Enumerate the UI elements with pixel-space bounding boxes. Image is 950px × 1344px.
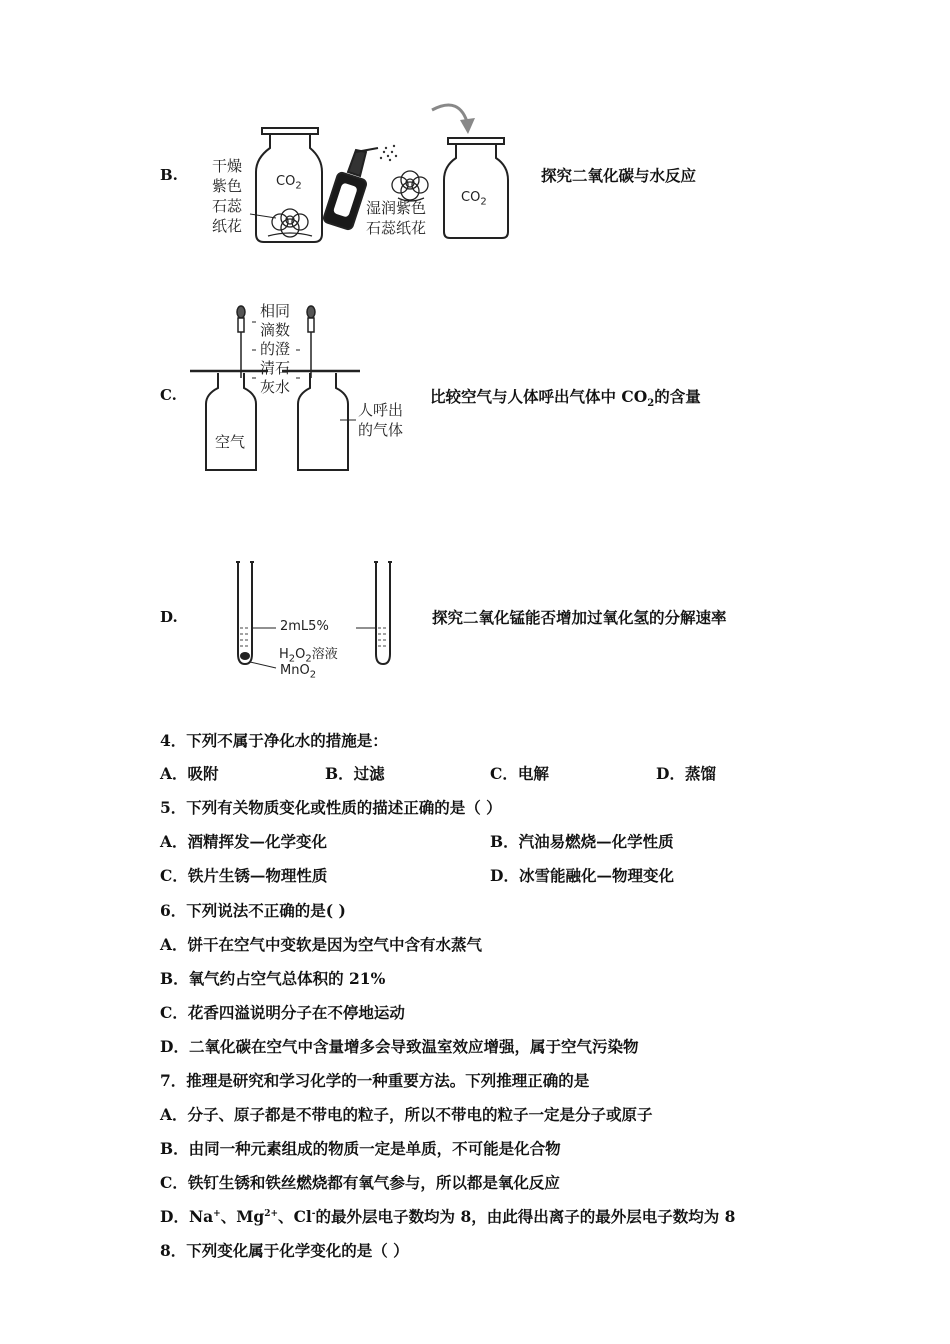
dry-flower-label-line: 紫色	[212, 177, 243, 195]
q7-option-b: B．由同一种元素组成的物质一定是单质，不可能是化合物	[160, 1139, 561, 1158]
dry-flower-label-line: 石蕊	[212, 197, 243, 215]
q6-option-d: D．二氧化碳在空气中含量增多会导致温室效应增强，属于空气污染物	[160, 1037, 639, 1056]
q4-option-b: B．过滤	[325, 764, 385, 783]
q7-option-a: A．分子、原子都是不带电的粒子，所以不带电的粒子一定是分子或原子	[160, 1105, 653, 1124]
q8-stem: 8．下列变化属于化学变化的是（ ）	[160, 1241, 409, 1260]
q6-stem: 6．下列说法不正确的是( )	[160, 901, 346, 920]
limewater-label-line: 的澄	[260, 340, 291, 358]
exhaled-gas-label-line: 人呼出	[358, 401, 404, 419]
dry-flower-label-line: 干燥	[212, 157, 243, 175]
q5-option-b: B．汽油易燃烧—化学性质	[490, 832, 674, 851]
option-d-letter: D.	[160, 608, 178, 626]
option-b-letter: B.	[160, 166, 178, 184]
mno2-label: MnO$_2$	[280, 663, 317, 681]
wet-flower-label-line: 石蕊纸花	[366, 219, 427, 237]
q4-option-d: D．蒸馏	[656, 764, 716, 783]
q6-option-a: A．饼干在空气中变软是因为空气中含有水蒸气	[160, 935, 483, 954]
q4-option-a: A．吸附	[160, 764, 219, 783]
q5-option-a: A．酒精挥发—化学变化	[160, 832, 328, 851]
q7-option-d: D．Na+、$Mg^{2+}$、Cl-的最外层电子数均为 8，由此得出离子的最外层电子数均为 8	[160, 1207, 736, 1226]
q7-stem: 7．推理是研究和学习化学的一种重要方法。下列推理正确的是	[160, 1071, 590, 1090]
q6-option-b: B．氧气约占空气总体积的 21%	[160, 969, 386, 988]
q4-stem: 4．下列不属于净化水的措施是：	[160, 731, 388, 750]
solution-volume-label: 2mL5%	[280, 619, 329, 634]
h2o2-solution-label: $H_2O_2$溶液	[279, 647, 338, 665]
option-b-description: 探究二氧化碳与水反应	[541, 166, 697, 185]
q6-option-c: C．花香四溢说明分子在不停地运动	[160, 1003, 405, 1022]
right-jar-co2-label: $CO_2$	[461, 190, 487, 208]
limewater-label-line: 灰水	[260, 378, 291, 396]
q5-option-d: D．冰雪能融化—物理变化	[490, 866, 674, 885]
q4-option-c: C．电解	[490, 764, 549, 783]
limewater-label-line: 清石	[260, 359, 291, 377]
left-jar-co2-label: $CO_2$	[276, 174, 302, 192]
dry-flower-label-line: 纸花	[212, 217, 243, 235]
option-c-letter: C.	[160, 386, 177, 404]
q5-stem: 5．下列有关物质变化或性质的描述正确的是（ ）	[160, 798, 502, 817]
air-bottle-label: 空气	[215, 433, 246, 451]
limewater-label-line: 相同	[260, 302, 291, 320]
option-c-description: 比较空气与人体呼出气体中 $CO_2$的含量	[430, 387, 701, 410]
limewater-label-line: 滴数	[260, 321, 291, 339]
q5-option-c: C．铁片生锈—物理性质	[160, 866, 328, 885]
option-d-description: 探究二氧化锰能否增加过氧化氢的分解速率	[432, 608, 727, 627]
exhaled-gas-label-line: 的气体	[358, 421, 404, 439]
wet-flower-label-line: 湿润紫色	[366, 199, 427, 217]
q7-option-c: C．铁钉生锈和铁丝燃烧都有氧气参与，所以都是氧化反应	[160, 1173, 560, 1192]
